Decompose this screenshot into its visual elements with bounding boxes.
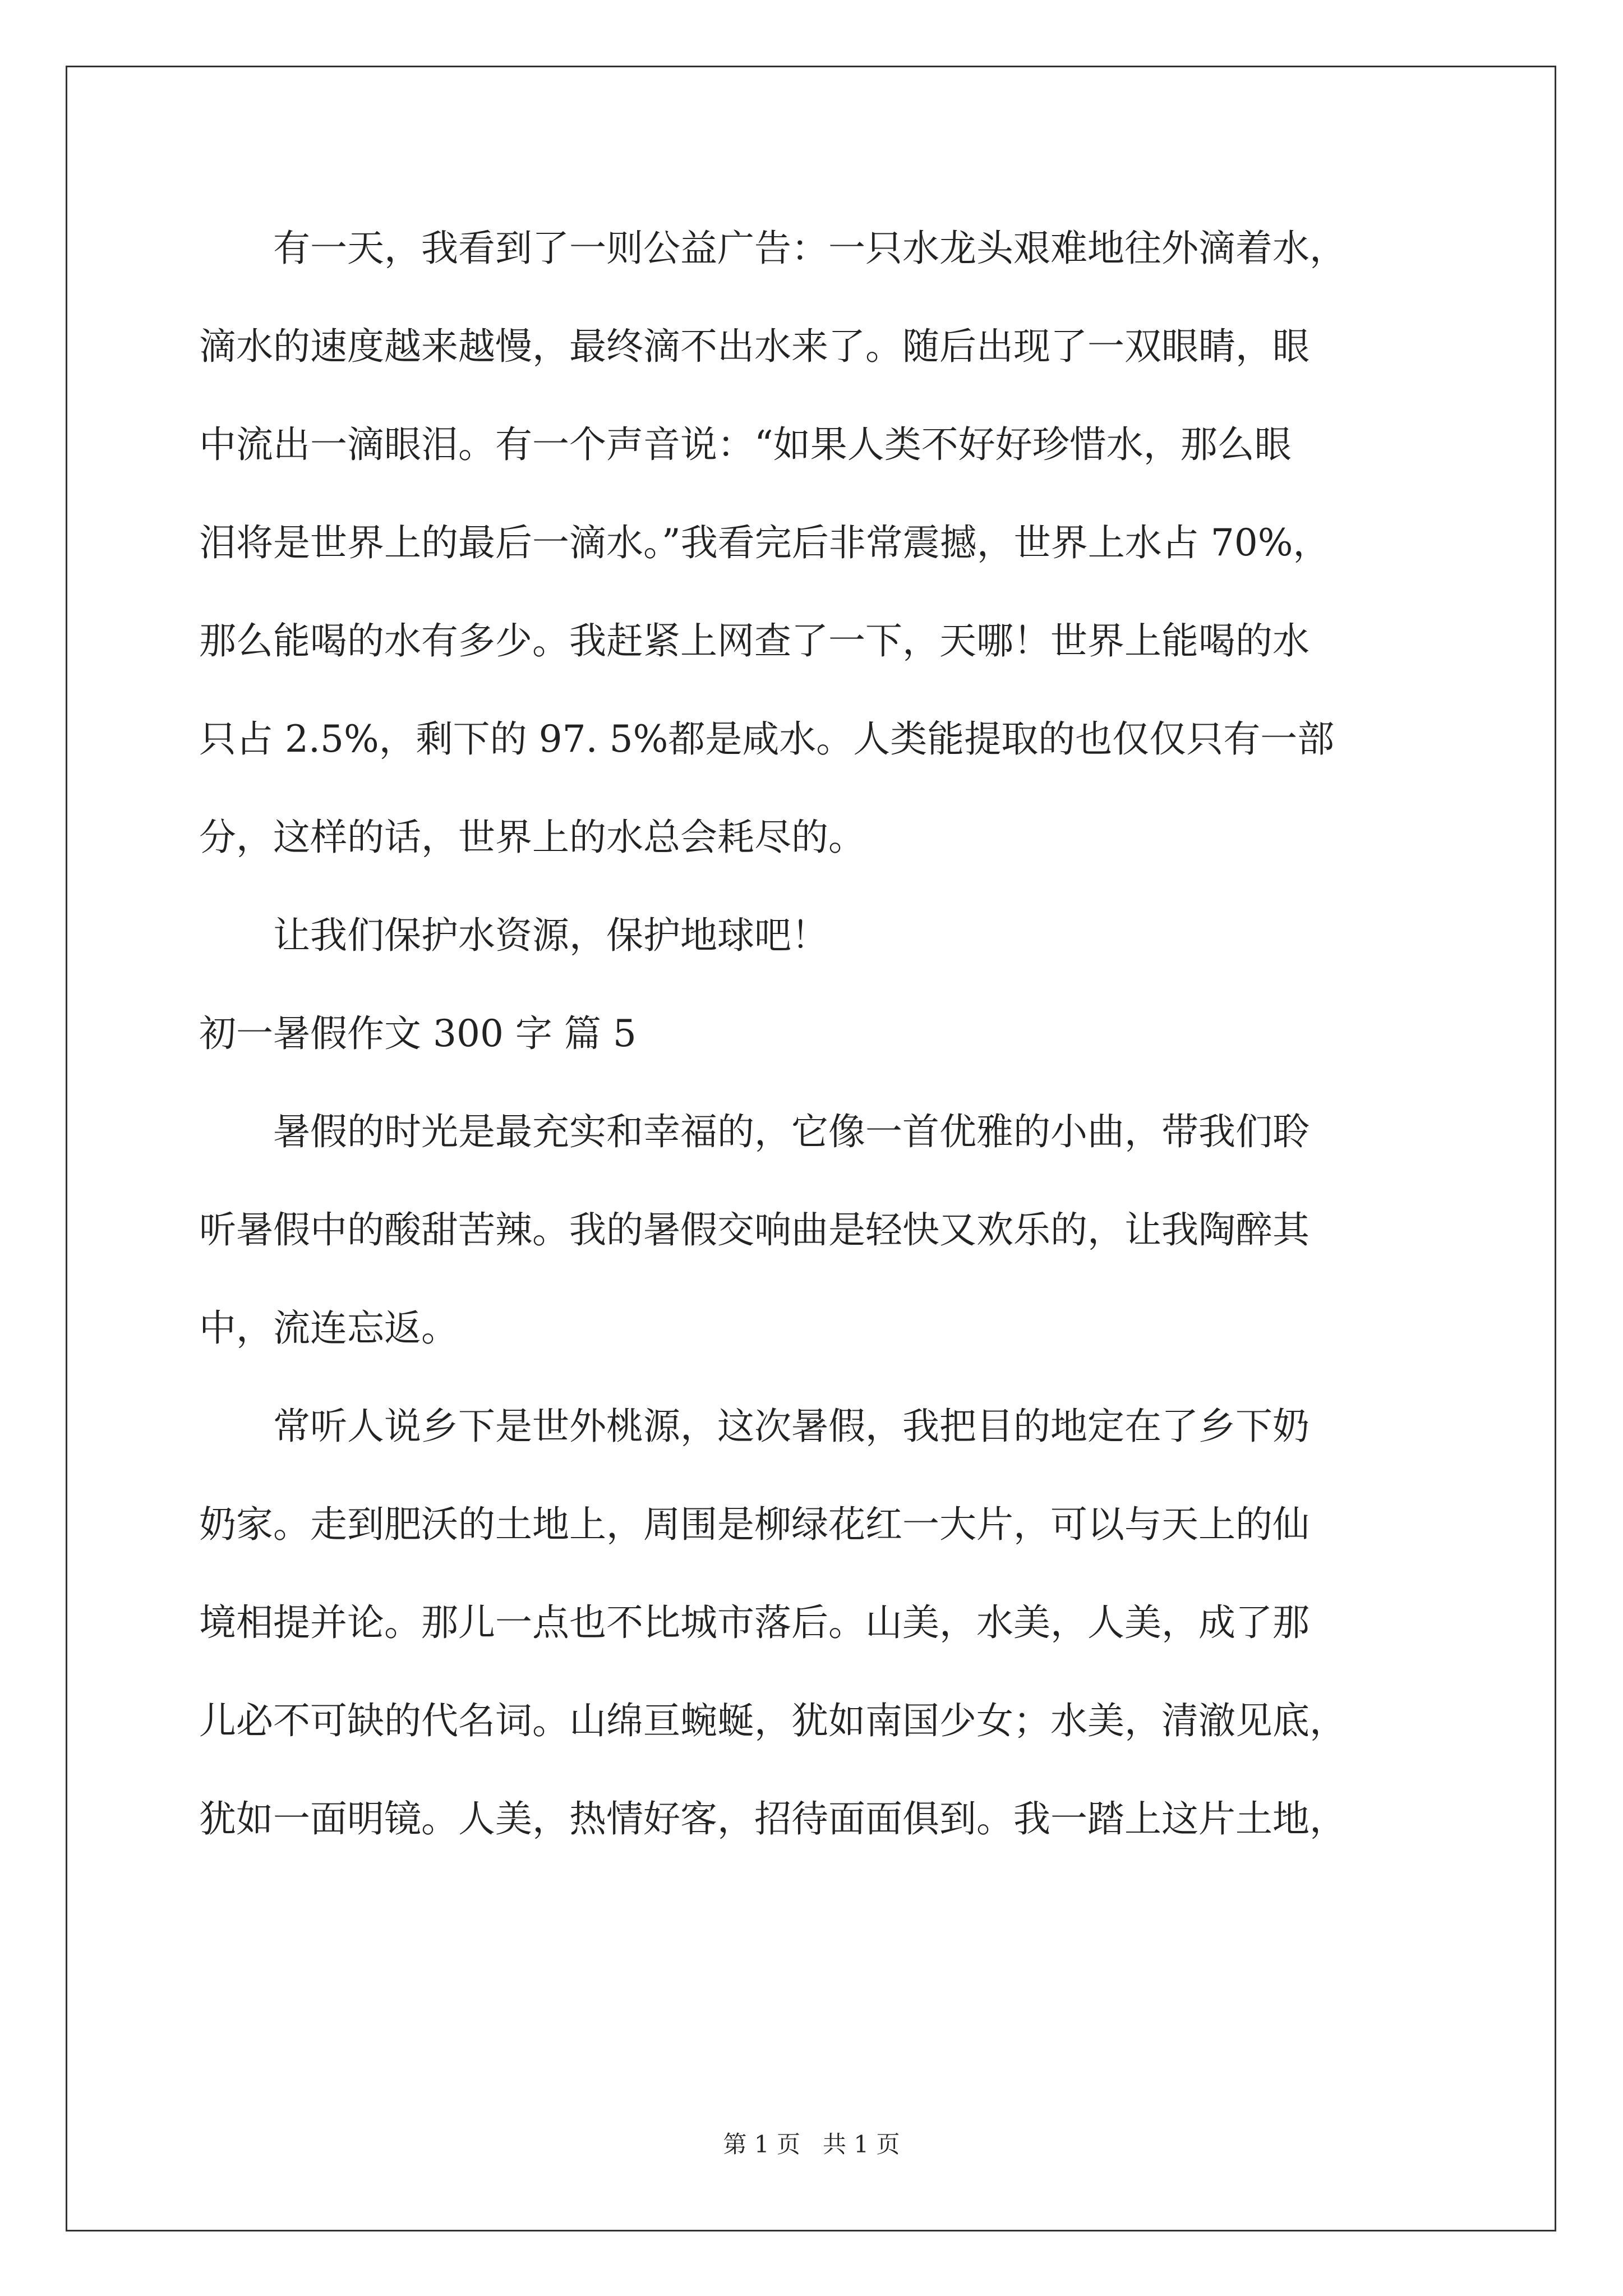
paragraph-line: 暑假的时光是最充实和幸福的，它像一首优雅的小曲，带我们聆 xyxy=(273,1110,1310,1153)
paragraph-line: 中流出一滴眼泪。有一个声音说：“如果人类不好好珍惜水，那么眼 xyxy=(199,423,1292,466)
paragraph-line: 分，这样的话，世界上的水总会耗尽的。 xyxy=(199,816,865,859)
paragraph-line: 常听人说乡下是世外桃源，这次暑假，我把目的地定在了乡下奶 xyxy=(273,1405,1310,1448)
paragraph-line: 奶家。走到肥沃的土地上，周围是柳绿花红一大片，可以与天上的仙 xyxy=(199,1503,1310,1546)
section-heading: 初一暑假作文 300 字 篇 5 xyxy=(199,1012,637,1055)
paragraph-line: 让我们保护水资源，保护地球吧！ xyxy=(273,914,828,957)
paragraph-line: 中，流连忘返。 xyxy=(199,1306,458,1350)
paragraph-line: 听暑假中的酸甜苦辣。我的暑假交响曲是轻快又欢乐的，让我陶醉其 xyxy=(199,1208,1310,1251)
page-footer: 第 1 页 共 1 页 xyxy=(723,2131,900,2158)
paragraph-line: 有一天，我看到了一则公益广告：一只水龙头艰难地往外滴着水， xyxy=(273,227,1347,270)
document-body xyxy=(199,199,1433,1868)
paragraph-line: 那么能喝的水有多少。我赶紧上网查了一下，天哪！世界上能喝的水 xyxy=(199,619,1310,662)
paragraph-line: 犹如一面明镜。人美，热情好客，招待面面俱到。我一踏上这片土地， xyxy=(199,1797,1347,1841)
paragraph-line: 境相提并论。那儿一点也不比城市落后。山美，水美，人美，成了那 xyxy=(199,1601,1310,1644)
paragraph-line: 泪将是世界上的最后一滴水。”我看完后非常震撼，世界上水占 70%， xyxy=(199,521,1330,564)
paragraph-line: 滴水的速度越来越慢，最终滴不出水来了。随后出现了一双眼睛，眼 xyxy=(199,325,1310,368)
paragraph-line: 只占 2.5%，剩下的 97. 5%都是咸水。人类能提取的也仅仅只有一部 xyxy=(199,717,1335,761)
paragraph-line: 儿必不可缺的代名词。山绵亘蜿蜒，犹如南国少女；水美，清澈见底， xyxy=(199,1699,1347,1742)
